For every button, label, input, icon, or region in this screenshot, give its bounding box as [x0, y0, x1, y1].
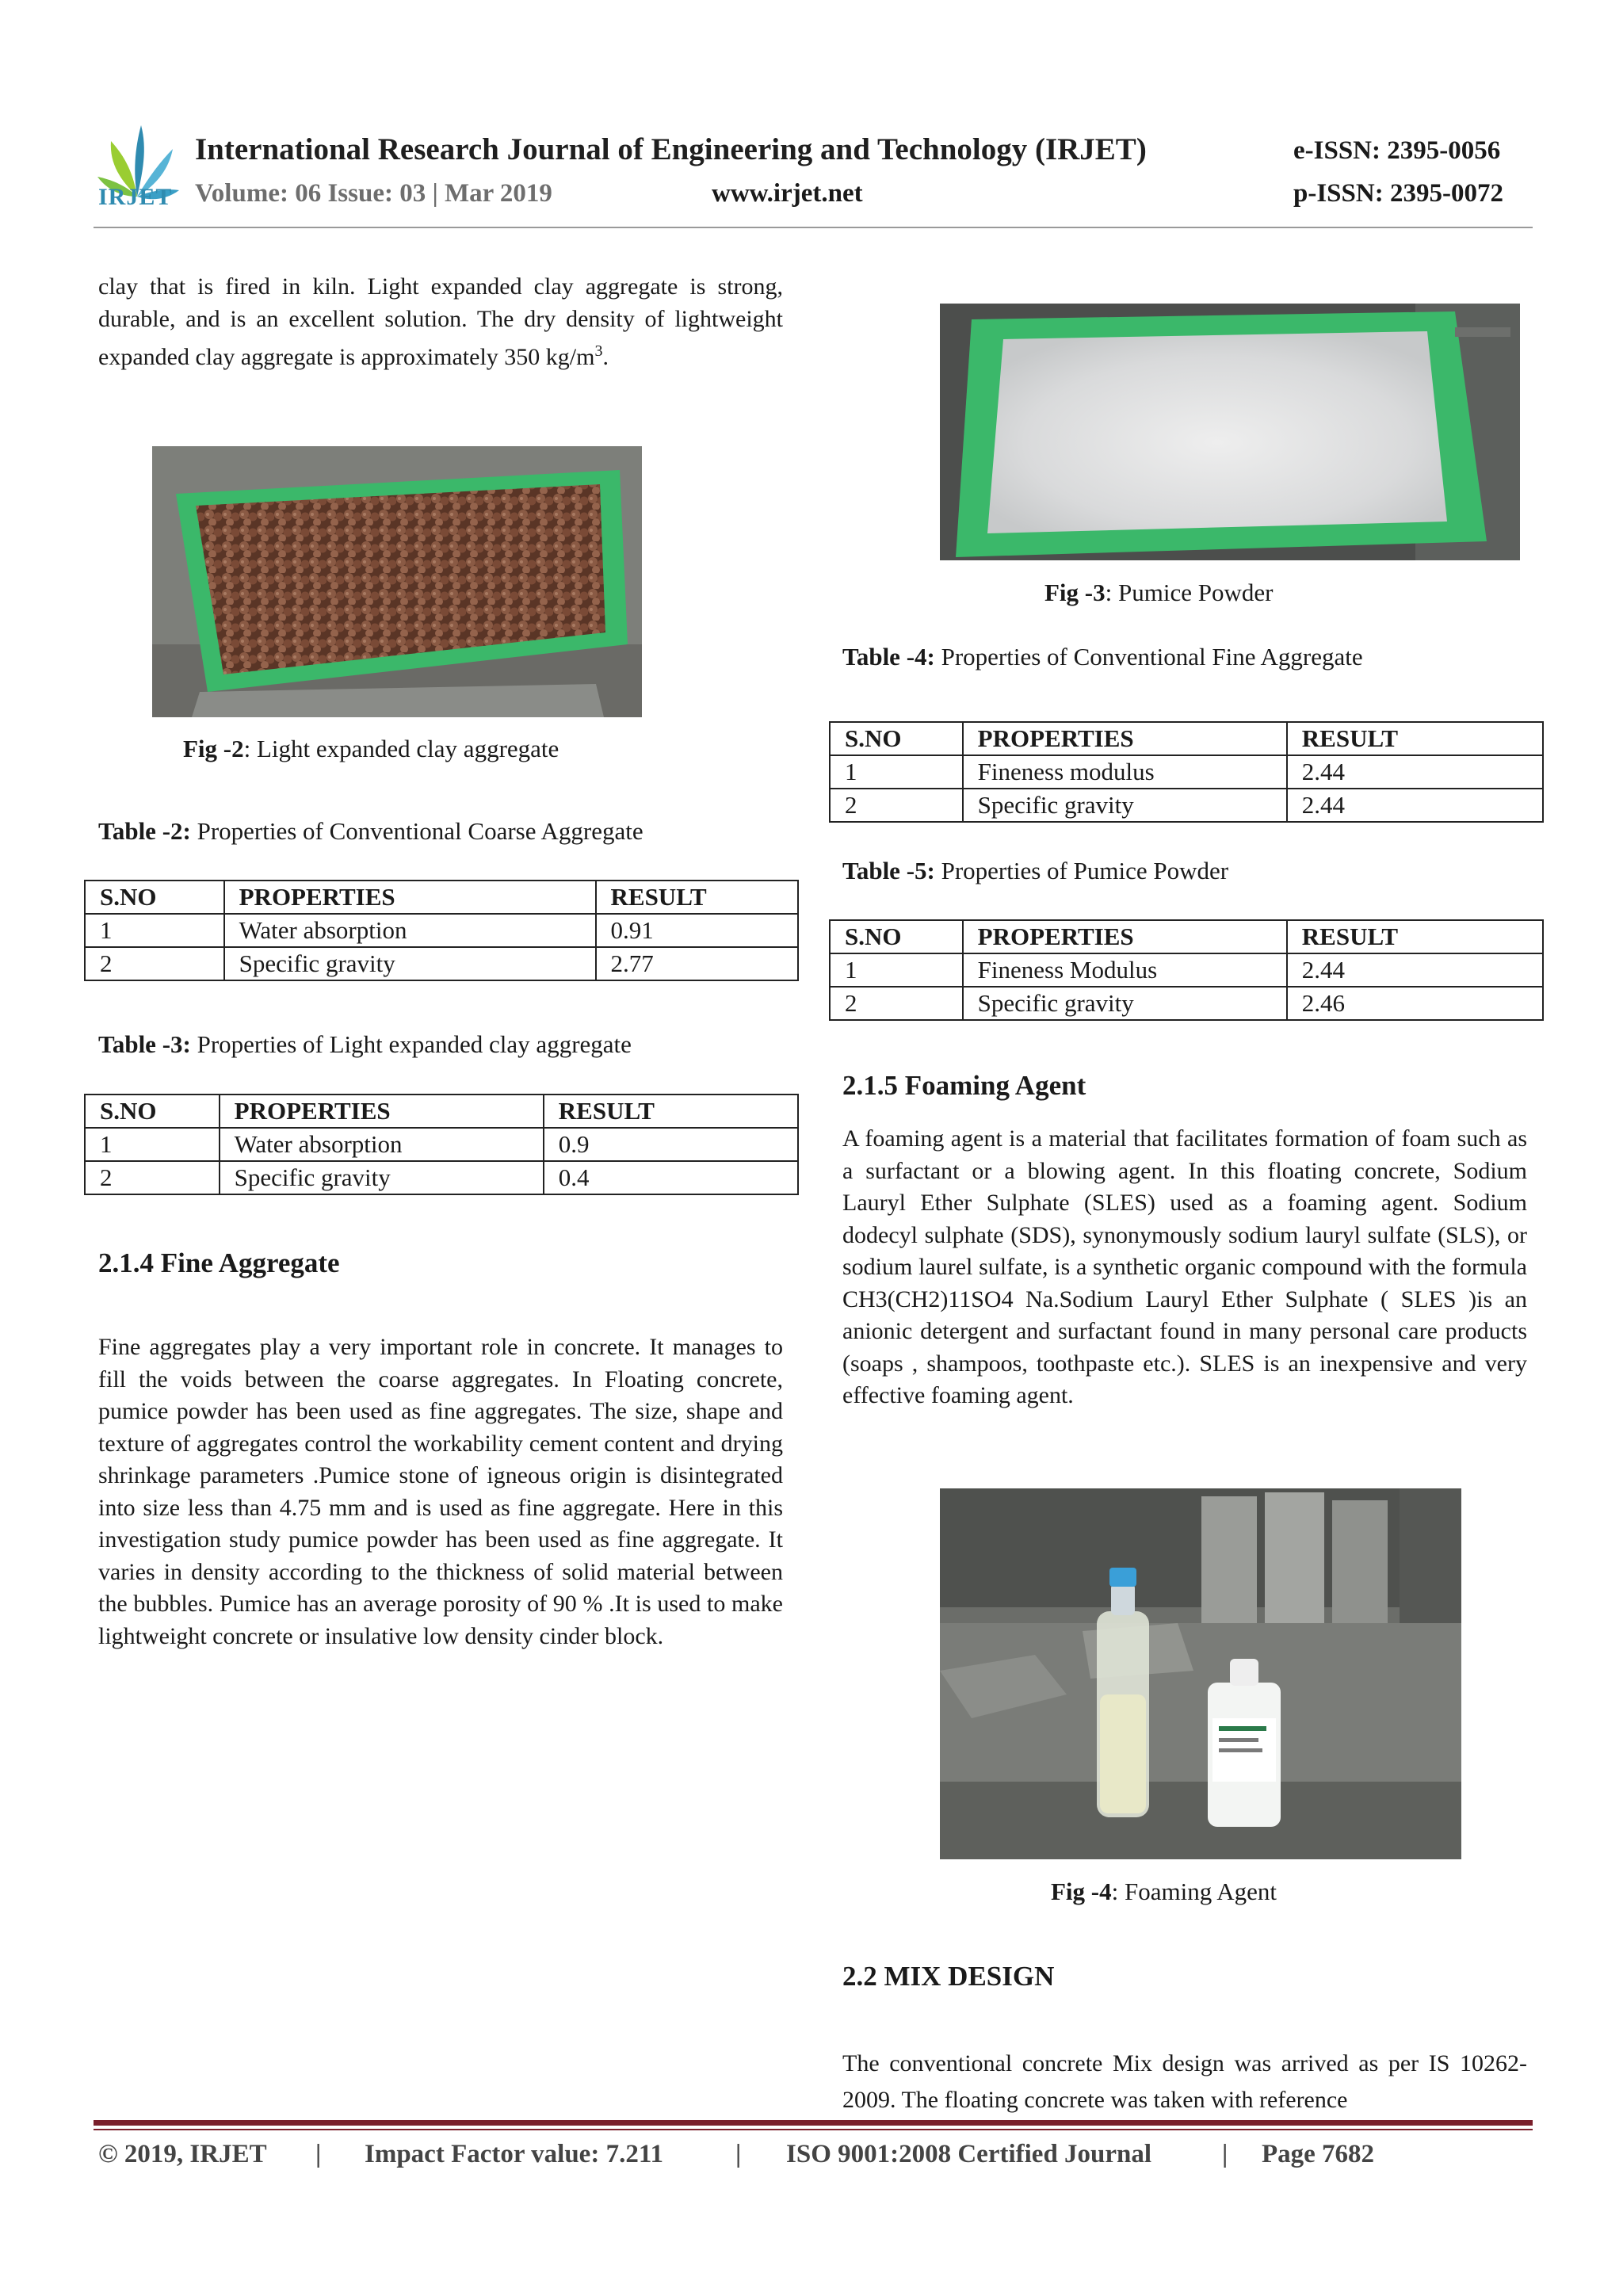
table5-cell: 2.44 — [1287, 953, 1543, 987]
table-row — [85, 914, 798, 947]
table5-header: RESULT — [1287, 920, 1543, 953]
journal-title: International Research Journal of Engineering and Technology (IRJET) — [195, 132, 1147, 166]
table4-header: S.NO — [830, 722, 963, 755]
table5-cell: Fineness Modulus — [963, 953, 1287, 987]
table3-cell: Specific gravity — [220, 1161, 544, 1194]
table3 — [84, 1094, 799, 1195]
table5 — [829, 919, 1544, 1021]
table4 — [829, 721, 1544, 823]
footer-separator: | — [1222, 2140, 1228, 2168]
table5-cell: 2 — [830, 987, 963, 1020]
table2-header-row — [85, 881, 798, 914]
table2-header: S.NO — [85, 881, 224, 914]
table4-cell: 2.44 — [1287, 755, 1543, 789]
section-mix-design-text: The conventional concrete Mix design was arrived as per IS 10262-2009. The floating concrete was taken with reference — [842, 2050, 1527, 2113]
table4-header: PROPERTIES — [963, 722, 1287, 755]
table5-cell: 1 — [830, 953, 963, 987]
journal-website: www.irjet.net — [712, 179, 863, 208]
table3-header: RESULT — [544, 1095, 798, 1128]
table2-cell: Specific gravity — [224, 947, 596, 980]
table4-cell: Fineness modulus — [963, 755, 1287, 789]
section-fine-aggregate-text: Fine aggregates play a very important role in concrete. It manages to fill the voids between the coarse aggregates. In Floating concrete, pumice powder has been used as fine aggregates. The size, shape and texture of aggregates control the workability cement content and drying shrinkage parameters .Pumice stone of igneous origin is disintegrated into size less than 4.75 mm and is used as fine aggregate. Here in this investigation study pumice powder has been used as fine aggregate. It varies in density according to the thickness of solid material between the bubbles. Pumice has an average porosity of 90 % .It is used to make lightweight concrete or insulative low density cinder block. — [98, 1334, 783, 1649]
table-row — [85, 1161, 798, 1194]
table5-cell: Specific gravity — [963, 987, 1287, 1020]
table3-header: PROPERTIES — [220, 1095, 544, 1128]
table2-header: PROPERTIES — [224, 881, 596, 914]
table2 — [84, 880, 799, 981]
table-row — [830, 953, 1543, 987]
table3-title: Table -3: Properties of Light expanded clay aggregate — [98, 1030, 632, 1058]
table5-header: PROPERTIES — [963, 920, 1287, 953]
fig4-photo — [940, 1488, 1461, 1859]
table5-cell: 2.46 — [1287, 987, 1543, 1020]
section-foaming-agent-text: A foaming agent is a material that facilitates formation of foam such as a surfactant or a blowing agent. In this floating concrete, Sodium Lauryl Ether Sulphate (SLES) used as a foaming agent. Sodium dodecyl sulphate (SDS), synonymously sodium lauryl sulfate (SLS), or sodium laurel sulfate, is a synthetic organic compound with the formula CH3(CH2)11SO4 Na.Sodium Lauryl Ether Sulphate ( SLES )is an anionic detergent and surfactant found in many personal care products (soaps , shampoos, toothpaste etc.). SLES is an inexpensive and very effective foaming agent. — [842, 1125, 1527, 1408]
footer-separator: | — [315, 2140, 322, 2168]
table2-title: Table -2: Properties of Conventional Coarse Aggregate — [98, 817, 643, 845]
table2-cell: 0.91 — [596, 914, 799, 947]
footer-impact-factor: Impact Factor value: 7.211 — [365, 2140, 664, 2168]
table-row — [85, 947, 798, 980]
table3-header-row — [85, 1095, 798, 1128]
fig2-photo — [152, 446, 642, 717]
table-row — [85, 1128, 798, 1161]
fig4-caption: Fig -4: Foaming Agent — [1051, 1878, 1277, 1905]
section-fine-aggregate-heading: 2.1.4 Fine Aggregate — [98, 1247, 340, 1278]
fig3-photo — [940, 304, 1520, 560]
intro-paragraph: clay that is fired in kiln. Light expanded clay aggregate is strong, durable, and is an excellent solution. The dry density of lightweight expanded clay aggregate is approximately 350 $kg/m^3$. — [98, 273, 783, 370]
table5-header: S.NO — [830, 920, 963, 953]
footer-rule — [94, 2120, 1533, 2126]
footer-separator: | — [735, 2140, 742, 2168]
table4-cell: 2 — [830, 789, 963, 822]
table4-header-row — [830, 722, 1543, 755]
table3-cell: 0.4 — [544, 1161, 798, 1194]
section-foaming-agent-heading: 2.1.5 Foaming Agent — [842, 1070, 1086, 1101]
table2-cell: 2 — [85, 947, 224, 980]
p-issn: p-ISSN: 2395-0072 — [1293, 179, 1503, 208]
footer-copyright: © 2019, IRJET — [98, 2140, 267, 2168]
table3-cell: 2 — [85, 1161, 220, 1194]
table2-header: RESULT — [596, 881, 799, 914]
table2-cell: Water absorption — [224, 914, 596, 947]
table4-title: Table -4: Properties of Conventional Fine Aggregate — [842, 643, 1363, 670]
table4-cell: 1 — [830, 755, 963, 789]
table5-header-row — [830, 920, 1543, 953]
footer-page-number: Page 7682 — [1262, 2140, 1375, 2168]
fig2-caption: Fig -2: Light expanded clay aggregate — [183, 735, 559, 762]
table2-cell: 2.77 — [596, 947, 799, 980]
table4-cell: Specific gravity — [963, 789, 1287, 822]
table3-header: S.NO — [85, 1095, 220, 1128]
section-mix-design-heading: 2.2 MIX DESIGN — [842, 1961, 1055, 1992]
footer-rule-thin — [94, 2129, 1533, 2130]
fig3-caption: Fig -3: Pumice Powder — [1044, 579, 1274, 606]
table-row — [830, 789, 1543, 822]
footer-iso: ISO 9001:2008 Certified Journal — [786, 2140, 1152, 2168]
table-row — [830, 755, 1543, 789]
table3-cell: Water absorption — [220, 1128, 544, 1161]
volume-issue: Volume: 06 Issue: 03 | Mar 2019 — [195, 179, 552, 208]
table3-cell: 1 — [85, 1128, 220, 1161]
table3-cell: 0.9 — [544, 1128, 798, 1161]
logo-text: IRJET — [98, 184, 173, 210]
table2-cell: 1 — [85, 914, 224, 947]
table4-header: RESULT — [1287, 722, 1543, 755]
table5-title: Table -5: Properties of Pumice Powder — [842, 857, 1229, 884]
table-row — [830, 987, 1543, 1020]
e-issn: e-ISSN: 2395-0056 — [1293, 136, 1501, 165]
table4-cell: 2.44 — [1287, 789, 1543, 822]
header-rule — [94, 227, 1533, 228]
